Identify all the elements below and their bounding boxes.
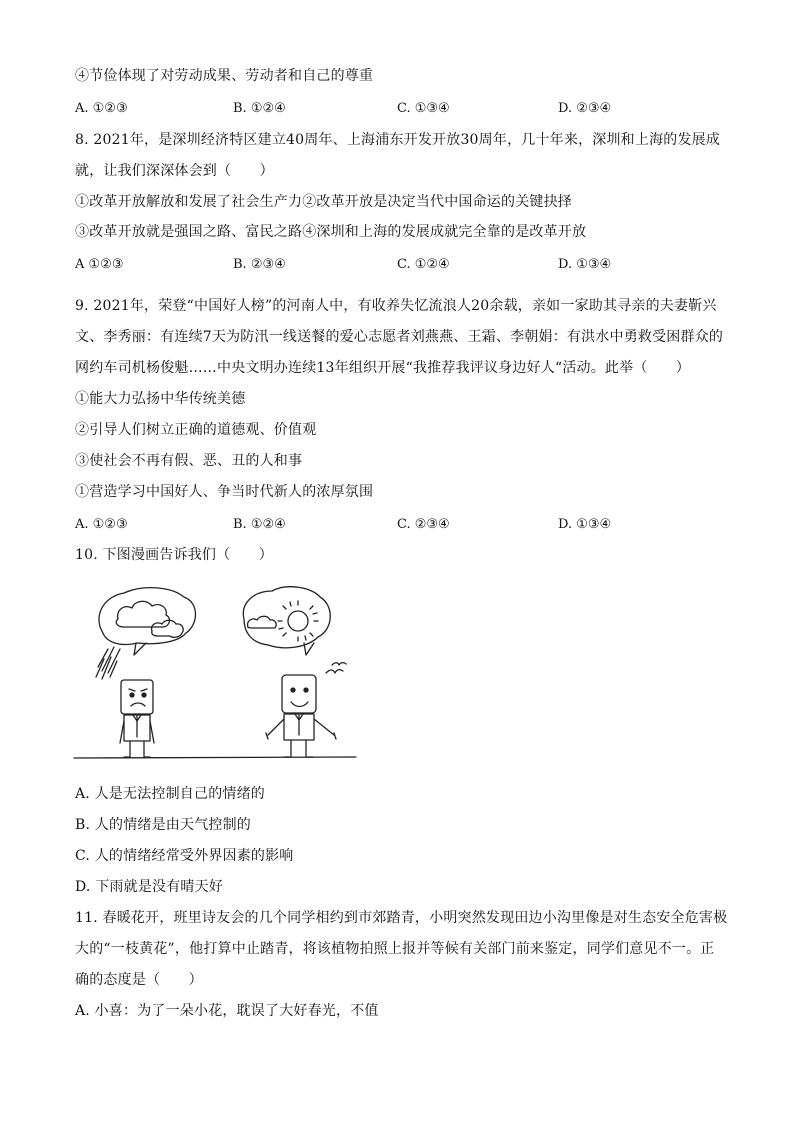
q10-option-a: A. 人是无法控制自己的情绪的 <box>75 786 266 802</box>
q7-option-d: D. ②③④ <box>558 101 612 116</box>
q9-statement-1: ①能大力弘扬中华传统美德 <box>75 391 246 407</box>
q8-option-a: A ①②③ <box>75 257 124 272</box>
q8-option-c: C. ①②④ <box>397 257 450 272</box>
q8-option-b: B. ②③④ <box>233 257 286 272</box>
mood-weather-cartoon <box>72 585 362 770</box>
q9-option-d: D. ①③④ <box>558 517 612 532</box>
q7-option-c: C. ①③④ <box>397 101 450 116</box>
q9-statement-2: ②引导人们树立正确的道德观、价值观 <box>75 422 317 438</box>
q11-stem-line-1: 11. 春暖花开，班里诗友会的几个同学相约到市郊踏青，小明突然发现田边小沟里像是对生态安全危害极 <box>75 910 728 926</box>
q8-statements-3-4: ③改革开放就是强国之路、富民之路④深圳和上海的发展成就完全靠的是改革开放 <box>75 224 587 240</box>
q9-option-b: B. ①②④ <box>233 517 286 532</box>
q11-stem-line-2: 大的“一枝黄花”，他打算中止踏青，将该植物拍照上报并等候有关部门前来鉴定，同学们意见不一。正 <box>75 941 715 957</box>
q8-option-d: D. ①③④ <box>558 257 612 272</box>
q10-stem: 10. 下图漫画告诉我们（ ） <box>75 547 273 563</box>
q9-stem-line-2: 文、李秀丽：有连续7天为防汛一线送餐的爱心志愿者刘燕燕、王霜、李朝娟：有洪水中勇救受困群众的 <box>75 329 724 345</box>
q10-option-c: C. 人的情绪经常受外界因素的影响 <box>75 848 294 864</box>
q8-statements-1-2: ①改革开放解放和发展了社会生产力②改革开放是决定当代中国命运的关键抉择 <box>75 194 572 210</box>
q7-option-b: B. ①②④ <box>233 101 286 116</box>
q10-option-b: B. 人的情绪是由天气控制的 <box>75 817 251 833</box>
q8-stem-line-1: 8. 2021年，是深圳经济特区建立40周年、上海浦东开发开放30周年，几十年来，深圳和上海的发展成 <box>75 132 721 148</box>
q9-stem-line-3: 网约车司机杨俊魁……中央文明办连续13年组织开展“我推荐我评议身边好人“活动。此举（ ） <box>75 360 691 376</box>
q10-option-d: D. 下雨就是没有晴天好 <box>75 879 224 895</box>
q9-option-a: A. ①②③ <box>75 517 128 532</box>
q7-option-a: A. ①②③ <box>75 101 128 116</box>
q11-stem-line-3: 确的态度是（ ） <box>75 972 203 988</box>
q9-statement-4: ①营造学习中国好人、争当时代新人的浓厚氛围 <box>75 484 374 500</box>
q7-statement-4: ④节俭体现了对劳动成果、劳动者和自己的尊重 <box>75 68 374 84</box>
q8-stem-line-2: 就，让我们深深体会到（ ） <box>75 163 274 179</box>
q9-statement-3: ③使社会不再有假、恶、丑的人和事 <box>75 453 303 469</box>
q9-stem-line-1: 9. 2021年，荣登“中国好人榜”的河南人中，有收养失忆流浪人20余载，亲如一家助其寻亲的夫妻靳兴 <box>75 298 717 314</box>
q11-option-a: A. 小喜：为了一朵小花，耽误了大好春光，不值 <box>75 1003 379 1019</box>
q9-option-c: C. ②③④ <box>397 517 450 532</box>
